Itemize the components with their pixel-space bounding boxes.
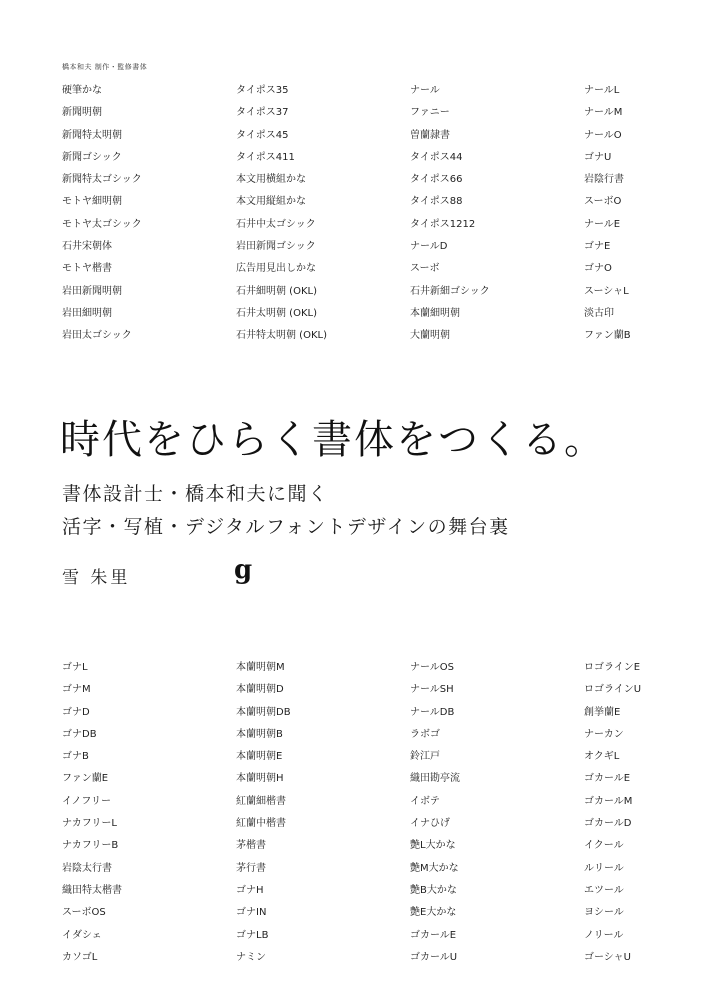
typeface-name: 紅蘭細楷書: [236, 795, 286, 807]
typeface-name: ルリール: [584, 862, 624, 874]
typeface-name: ナーカン: [584, 728, 624, 740]
typeface-name: ゴナL: [62, 662, 88, 673]
typeface-name: ナカフリーB: [62, 840, 119, 852]
typeface-name: 織田勘亭流: [410, 773, 460, 785]
typeface-name: ナールOS: [410, 662, 455, 673]
typeface-name: イボテ: [410, 795, 440, 807]
typeface-name: タイポス44: [410, 151, 463, 163]
typeface-list-top: [62, 80, 662, 348]
typeface-name: カソゴL: [62, 951, 98, 963]
typeface-column: [236, 80, 410, 348]
typeface-name: 艶B大かな: [410, 884, 457, 896]
typeface-name: 鈴江戸: [410, 751, 440, 763]
typeface-name: 茅楷書: [236, 840, 266, 852]
typeface-name: ノリール: [584, 929, 624, 941]
typeface-name: ゴナDB: [62, 728, 97, 740]
typeface-name: ゴナLB: [236, 929, 269, 941]
typeface-name: ナールDB: [410, 706, 455, 718]
typeface-name: ゴナB: [62, 751, 89, 763]
typeface-name: ナール: [410, 85, 440, 96]
typeface-name: 茅行書: [236, 862, 266, 874]
typeface-column: [410, 80, 584, 348]
typeface-column: [62, 80, 236, 348]
typeface-name: ナカフリーL: [62, 818, 117, 830]
typeface-name: ナールO: [584, 129, 622, 141]
typeface-name: 岩陰太行書: [62, 862, 112, 874]
typeface-name: ゴナH: [236, 884, 264, 896]
typeface-name: モトヤ細明朝: [62, 196, 122, 208]
typeface-column: [236, 657, 410, 969]
typeface-name: 石井宋朝体: [62, 241, 112, 253]
typeface-name: ロゴラインE: [584, 662, 641, 673]
typeface-name: 艶L大かな: [410, 840, 456, 852]
typeface-name: ゴナM: [62, 684, 91, 696]
typeface-name: タイポス35: [236, 85, 289, 96]
typeface-name: タイポス37: [236, 107, 289, 119]
typeface-name: タイポス66: [410, 174, 463, 186]
credit-line: 橋本和夫 制作・監修書体: [62, 63, 148, 71]
typeface-name: ゴナO: [584, 263, 612, 275]
typeface-column: [584, 80, 704, 348]
typeface-name: モトヤ太ゴシック: [62, 218, 142, 230]
typeface-name: 石井中太ゴシック: [236, 218, 316, 230]
typeface-name: 本文用縦組かな: [236, 196, 306, 208]
typeface-name: ナールSH: [410, 684, 454, 696]
typeface-name: ゴカールU: [410, 951, 458, 963]
typeface-name: 本文用横組かな: [236, 174, 306, 186]
typeface-name: ナミン: [236, 951, 266, 963]
typeface-name: スーボO: [584, 196, 622, 208]
typeface-column: [584, 657, 704, 969]
typeface-name: スーボOS: [62, 907, 106, 919]
typeface-name: スーボ: [410, 263, 440, 275]
typeface-list-bottom: [62, 657, 662, 969]
typeface-name: タイポス1212: [410, 218, 476, 230]
typeface-name: タイポス88: [410, 196, 463, 208]
subtitle-line-1: 書体設計士・橋本和夫に聞く: [62, 483, 329, 505]
typeface-name: 本蘭明朝H: [236, 773, 284, 785]
typeface-name: 淡古印: [584, 307, 614, 319]
typeface-name: ゴカールD: [584, 818, 632, 830]
typeface-name: 石井特太明朝 (OKL): [236, 330, 327, 342]
typeface-name: 岩陰行書: [584, 174, 624, 186]
typeface-name: 新聞特太ゴシック: [62, 174, 142, 186]
typeface-name: ヨシール: [584, 907, 624, 919]
typeface-name: ナールL: [584, 85, 620, 96]
typeface-name: ゴナU: [584, 151, 612, 163]
typeface-name: イノフリー: [62, 795, 111, 807]
typeface-name: ゴナE: [584, 241, 611, 253]
typeface-name: イナひげ: [410, 818, 450, 830]
typeface-name: ナールM: [584, 107, 623, 119]
typeface-name: 本蘭明朝E: [236, 751, 283, 763]
typeface-name: ファニー: [410, 107, 450, 119]
typeface-name: 本蘭明朝DB: [236, 706, 291, 718]
publisher-logo: g: [234, 555, 253, 585]
typeface-name: スーシャL: [584, 285, 629, 297]
typeface-name: ナールD: [410, 241, 448, 253]
typeface-name: 本蘭明朝M: [236, 662, 285, 673]
typeface-name: 本蘭明朝D: [236, 684, 284, 696]
typeface-name: 艶M大かな: [410, 862, 459, 874]
typeface-name: 大蘭明朝: [410, 330, 450, 342]
typeface-name: 岩田新聞明朝: [62, 285, 122, 297]
typeface-name: 艶E大かな: [410, 907, 457, 919]
typeface-name: 新聞ゴシック: [62, 151, 122, 163]
typeface-name: 岩田新聞ゴシック: [236, 241, 316, 253]
book-subtitle: [62, 478, 510, 544]
typeface-name: 創挙蘭E: [584, 706, 621, 718]
typeface-name: ゴカールE: [410, 929, 457, 941]
typeface-name: ファン蘭E: [62, 773, 109, 785]
typeface-name: 織田特太楷書: [62, 884, 122, 896]
typeface-name: 岩田細明朝: [62, 307, 112, 319]
typeface-name: 石井新細ゴシック: [410, 285, 490, 297]
typeface-name: ゴナIN: [236, 907, 267, 919]
typeface-name: 硬筆かな: [62, 85, 102, 96]
typeface-name: 新聞明朝: [62, 107, 102, 119]
typeface-name: タイポス45: [236, 129, 289, 141]
subtitle-line-2: 活字・写植・デジタルフォントデザインの舞台裏: [62, 516, 510, 538]
typeface-name: 新聞特太明朝: [62, 129, 122, 141]
typeface-name: ナールE: [584, 218, 621, 230]
author-name: 雪 朱里: [62, 568, 131, 588]
typeface-name: 曽蘭隷書: [410, 129, 450, 141]
typeface-name: ゴカールM: [584, 795, 633, 807]
typeface-name: 石井細明朝 (OKL): [236, 285, 317, 297]
typeface-name: ラボゴ: [410, 728, 440, 740]
typeface-name: 岩田太ゴシック: [62, 330, 132, 342]
typeface-name: エツール: [584, 884, 624, 896]
typeface-column: [62, 657, 236, 969]
typeface-name: ゴナD: [62, 706, 90, 718]
typeface-name: 紅蘭中楷書: [236, 818, 286, 830]
typeface-name: ロゴラインU: [584, 684, 642, 696]
typeface-column: [410, 657, 584, 969]
book-title: 時代をひらく書体をつくる。: [60, 417, 606, 463]
typeface-name: ファン蘭B: [584, 330, 631, 342]
typeface-name: イダシェ: [62, 929, 102, 941]
typeface-name: 石井太明朝 (OKL): [236, 307, 317, 319]
typeface-name: 広告用見出しかな: [236, 263, 316, 275]
typeface-name: イクール: [584, 840, 624, 852]
typeface-name: ゴカールE: [584, 773, 631, 785]
typeface-name: モトヤ楷書: [62, 263, 112, 275]
typeface-name: 本蘭細明朝: [410, 307, 460, 319]
typeface-name: ゴーシャU: [584, 951, 631, 963]
typeface-name: 本蘭明朝B: [236, 728, 283, 740]
typeface-name: オクギL: [584, 751, 620, 763]
typeface-name: タイポス411: [236, 151, 295, 163]
